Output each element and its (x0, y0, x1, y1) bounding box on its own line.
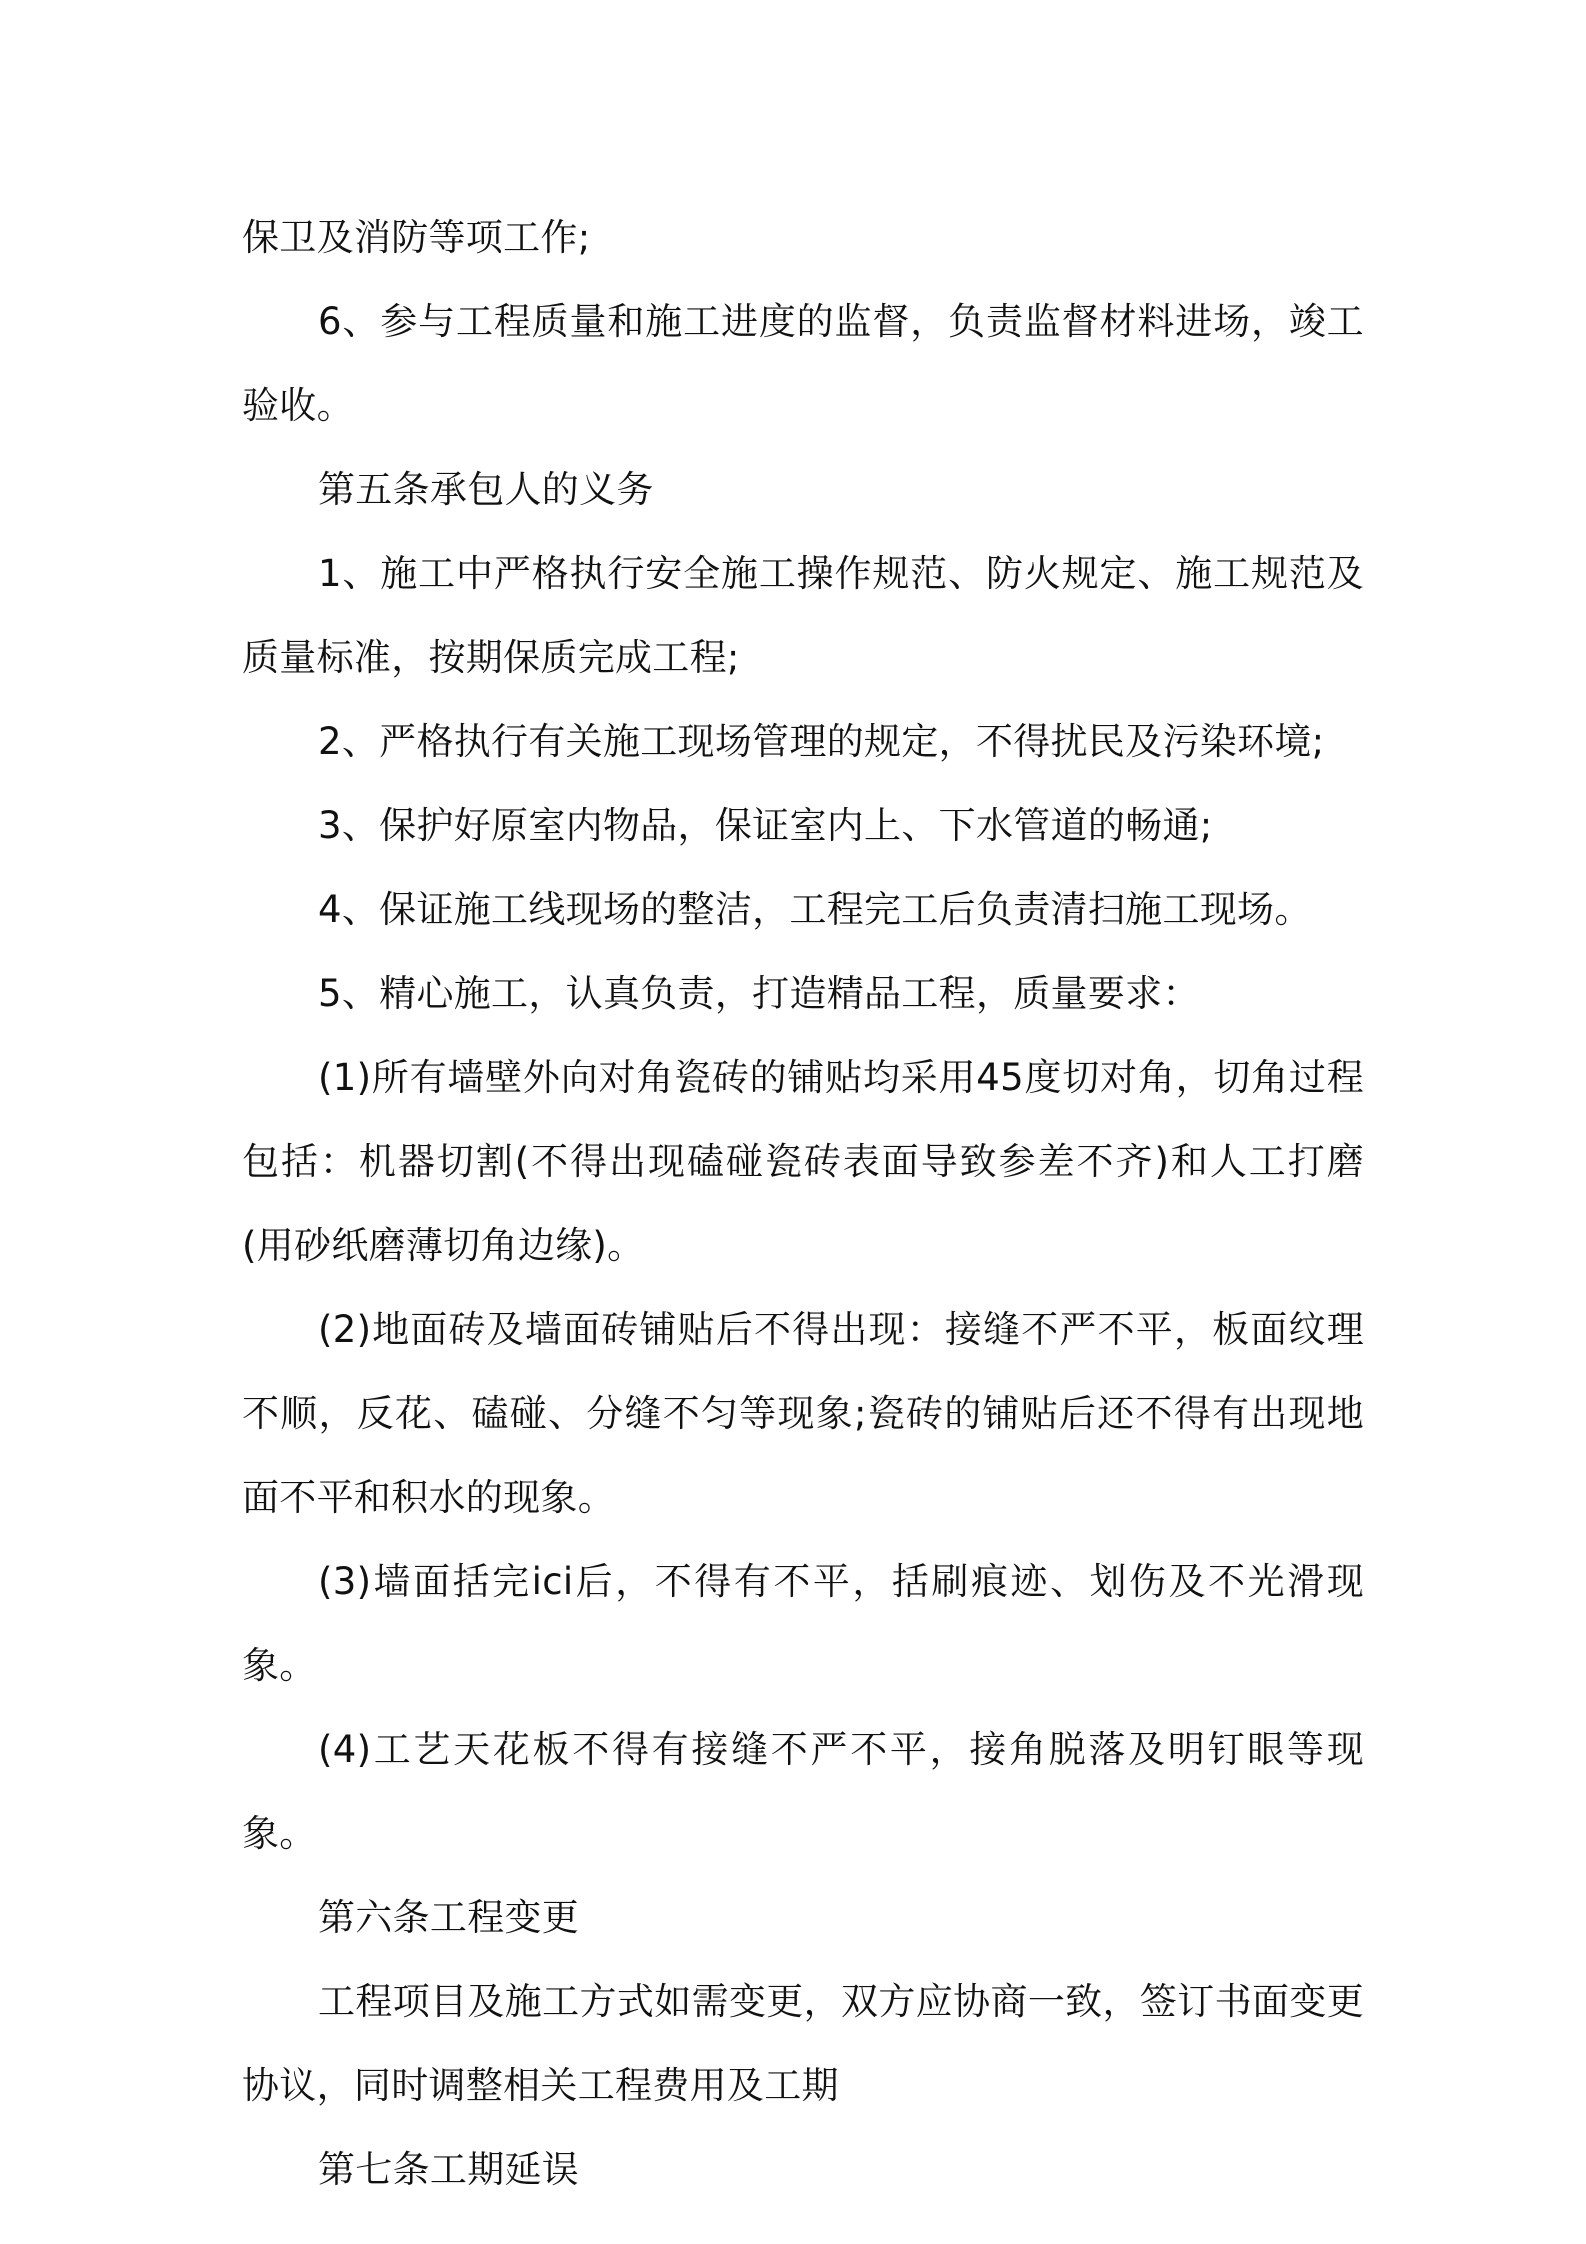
section-heading-article-7: 第七条工期延误 (318, 2148, 580, 2191)
list-item: 1、施工中严格执行安全施工操作规范、防火规定、施工规范及质量标准，按期保质完成工程; (242, 552, 1364, 679)
document-body (242, 196, 1364, 2212)
list-item: 2、严格执行有关施工现场管理的规定，不得扰民及污染环境; (318, 720, 1325, 763)
paragraph-continuation: 保卫及消防等项工作; (242, 216, 591, 259)
sub-item: (1)所有墙壁外向对角瓷砖的铺贴均采用45度切对角，切角过程包括：机器切割(不得出现磕碰瓷砖表面导致参差不齐)和人工打磨(用砂纸磨薄切角边缘)。 (242, 1056, 1364, 1267)
paragraph: 工程项目及施工方式如需变更，双方应协商一致，签订书面变更协议，同时调整相关工程费用及工期 (242, 1980, 1364, 2107)
sub-item: (4)工艺天花板不得有接缝不严不平，接角脱落及明钉眼等现象。 (242, 1728, 1364, 1855)
list-item: 4、保证施工线现场的整洁，工程完工后负责清扫施工现场。 (318, 888, 1312, 931)
list-item: 5、精心施工，认真负责，打造精品工程，质量要求： (318, 972, 1200, 1015)
section-heading-article-6: 第六条工程变更 (318, 1896, 580, 1939)
sub-item: (2)地面砖及墙面砖铺贴后不得出现：接缝不严不平，板面纹理不顺，反花、磕碰、分缝不匀等现象;瓷砖的铺贴后还不得有出现地面不平和积水的现象。 (242, 1308, 1364, 1519)
sub-item: (3)墙面括完ici后，不得有不平，括刷痕迹、划伤及不光滑现象。 (242, 1560, 1364, 1687)
list-item: 6、参与工程质量和施工进度的监督，负责监督材料进场，竣工验收。 (242, 300, 1364, 427)
section-heading-article-5: 第五条承包人的义务 (318, 468, 654, 511)
list-item: 3、保护好原室内物品，保证室内上、下水管道的畅通; (318, 804, 1213, 847)
